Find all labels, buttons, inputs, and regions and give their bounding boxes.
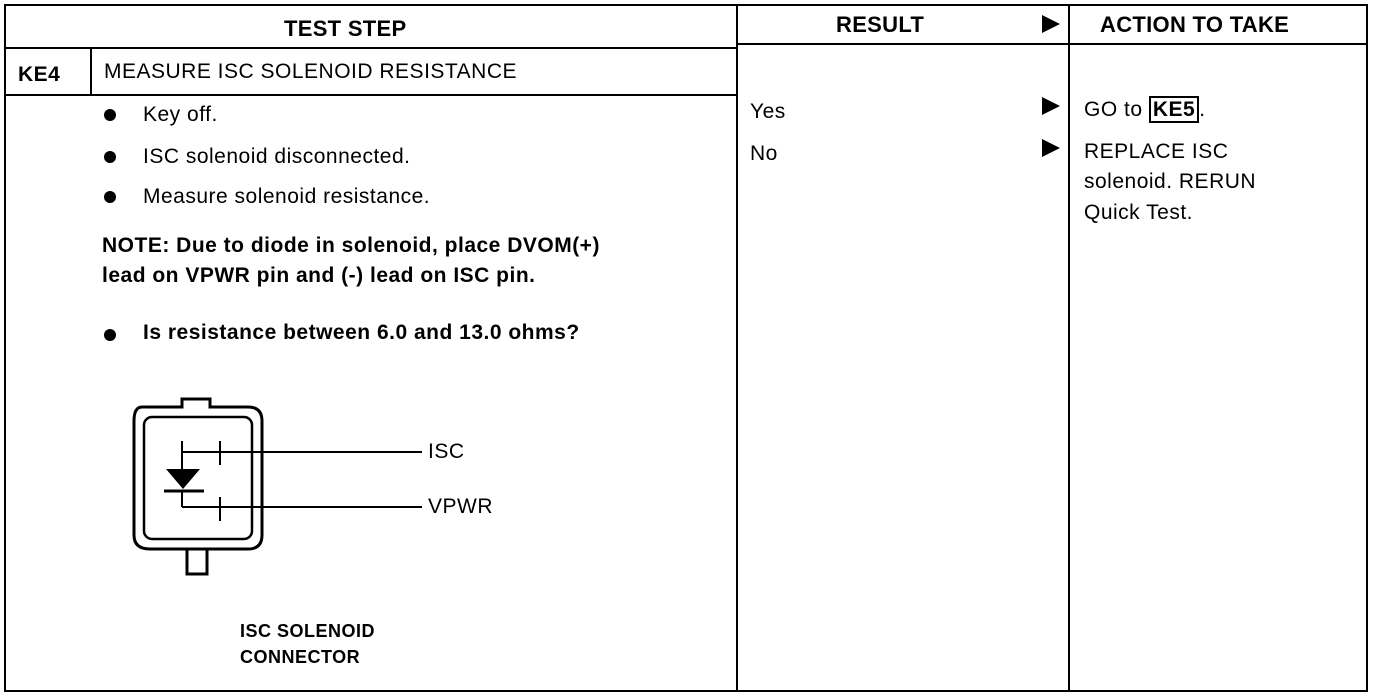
result-no-arrow-icon xyxy=(1042,139,1060,157)
header-arrow-icon xyxy=(1042,15,1060,33)
result-no: No xyxy=(750,142,778,165)
table-border-top xyxy=(4,4,1368,6)
question-text: Is resistance between 6.0 and 13.0 ohms? xyxy=(143,321,580,344)
table-border-left xyxy=(4,4,6,692)
connector-outer-outline xyxy=(134,399,262,549)
action-no-line-3: Quick Test. xyxy=(1084,201,1193,224)
header-result: RESULT xyxy=(836,12,925,37)
header-separator-right xyxy=(738,43,1368,45)
step-id-divider xyxy=(90,49,92,96)
pin-label-vpwr: VPWR xyxy=(428,495,493,518)
header-separator-left xyxy=(4,47,738,49)
action-yes-suffix: . xyxy=(1199,98,1206,121)
pin-label-isc: ISC xyxy=(428,440,465,463)
action-yes-prefix: GO to xyxy=(1084,98,1149,121)
diagram-caption-line-2: CONNECTOR xyxy=(240,647,361,667)
diagram-caption-line-1: ISC SOLENOID xyxy=(240,621,376,641)
step-reference-ke5[interactable]: KE5 xyxy=(1149,96,1199,123)
bullet-item-2: ISC solenoid disconnected. xyxy=(143,145,411,168)
result-yes-arrow-icon xyxy=(1042,97,1060,115)
column-divider-result xyxy=(736,4,738,692)
step-id: KE4 xyxy=(18,63,61,86)
diode-triangle xyxy=(166,469,200,489)
connector-inner-outline xyxy=(144,417,252,539)
bullet-item-1: Key off. xyxy=(143,103,218,126)
header-test-step: TEST STEP xyxy=(284,16,407,41)
bullet-icon xyxy=(104,191,116,203)
bullet-item-3: Measure solenoid resistance. xyxy=(143,185,431,208)
result-yes: Yes xyxy=(750,100,786,123)
isc-solenoid-connector-diagram xyxy=(120,395,440,585)
table-border-right xyxy=(1366,4,1368,692)
action-no-line-1: REPLACE ISC xyxy=(1084,140,1229,163)
action-no-line-2: solenoid. RERUN xyxy=(1084,170,1257,193)
step-title-separator xyxy=(4,94,738,96)
bullet-icon xyxy=(104,329,116,341)
table-border-bottom xyxy=(4,690,1368,692)
note-line-1: NOTE: Due to diode in solenoid, place DVOM(+) xyxy=(102,234,600,257)
note-line-2: lead on VPWR pin and (-) lead on ISC pin. xyxy=(102,264,536,287)
column-divider-action xyxy=(1068,4,1070,692)
bullet-icon xyxy=(104,109,116,121)
header-action: ACTION TO TAKE xyxy=(1100,12,1290,37)
step-title: MEASURE ISC SOLENOID RESISTANCE xyxy=(104,60,518,83)
action-yes xyxy=(1084,98,1206,122)
bullet-icon xyxy=(104,151,116,163)
connector-tab xyxy=(187,549,207,574)
